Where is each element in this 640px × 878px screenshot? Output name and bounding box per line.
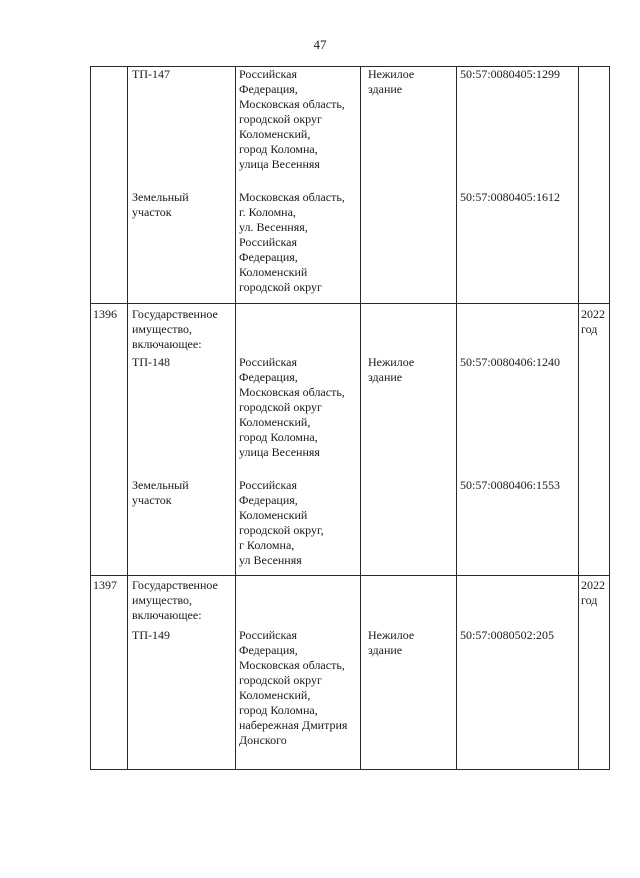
- object-name: Земельный участок: [132, 190, 189, 219]
- object-address: Московская область, г. Коломна, ул. Весенняя, Российская Федерация, Коломенский городской округ: [239, 190, 345, 294]
- column-rule: [360, 66, 361, 770]
- row-heading: Государственное имущество, включающее:: [132, 307, 218, 351]
- object-type: Нежилое здание: [368, 628, 415, 657]
- object-address: Российская Федерация, Московская область, городской округ Коломенский, город Коломна, улица Весенняя: [239, 67, 345, 171]
- column-rule: [127, 66, 128, 770]
- object-type: Нежилое здание: [368, 67, 415, 96]
- row-number: 1396: [93, 307, 117, 321]
- cadastral-number: 50:57:0080406:1240: [460, 355, 561, 369]
- object-address: Российская Федерация, Коломенский городской округ, г Коломна, ул Весенняя: [239, 478, 324, 567]
- row-heading: Государственное имущество, включающее:: [132, 578, 218, 622]
- object-address: Российская Федерация, Московская область, городской округ Коломенский, город Коломна, улица Весенняя: [239, 355, 345, 459]
- row-number: 1397: [93, 578, 117, 592]
- column-rule: [578, 66, 579, 770]
- column-rule: [235, 66, 236, 770]
- row-year: 2022 год: [581, 307, 605, 336]
- cadastral-number: 50:57:0080405:1299: [460, 67, 561, 81]
- cadastral-number: 50:57:0080406:1553: [460, 478, 561, 492]
- cadastral-number: 50:57:0080502:205: [460, 628, 555, 642]
- cadastral-number: 50:57:0080405:1612: [460, 190, 561, 204]
- row-rule: [90, 769, 610, 770]
- property-table: [90, 66, 610, 770]
- object-name: Земельный участок: [132, 478, 189, 507]
- object-address: Российская Федерация, Московская область, городской округ Коломенский, город Коломна, набережная Дмитрия Донского: [239, 628, 348, 747]
- object-type: Нежилое здание: [368, 355, 415, 384]
- column-rule: [90, 66, 91, 770]
- object-name: ТП-147: [132, 67, 170, 81]
- page-number: 47: [313, 37, 327, 52]
- column-rule: [456, 66, 457, 770]
- column-rule: [609, 66, 610, 770]
- object-name: ТП-148: [132, 355, 170, 369]
- row-rule: [90, 575, 610, 576]
- object-name: ТП-149: [132, 628, 170, 642]
- row-year: 2022 год: [581, 578, 605, 607]
- row-rule: [90, 303, 610, 304]
